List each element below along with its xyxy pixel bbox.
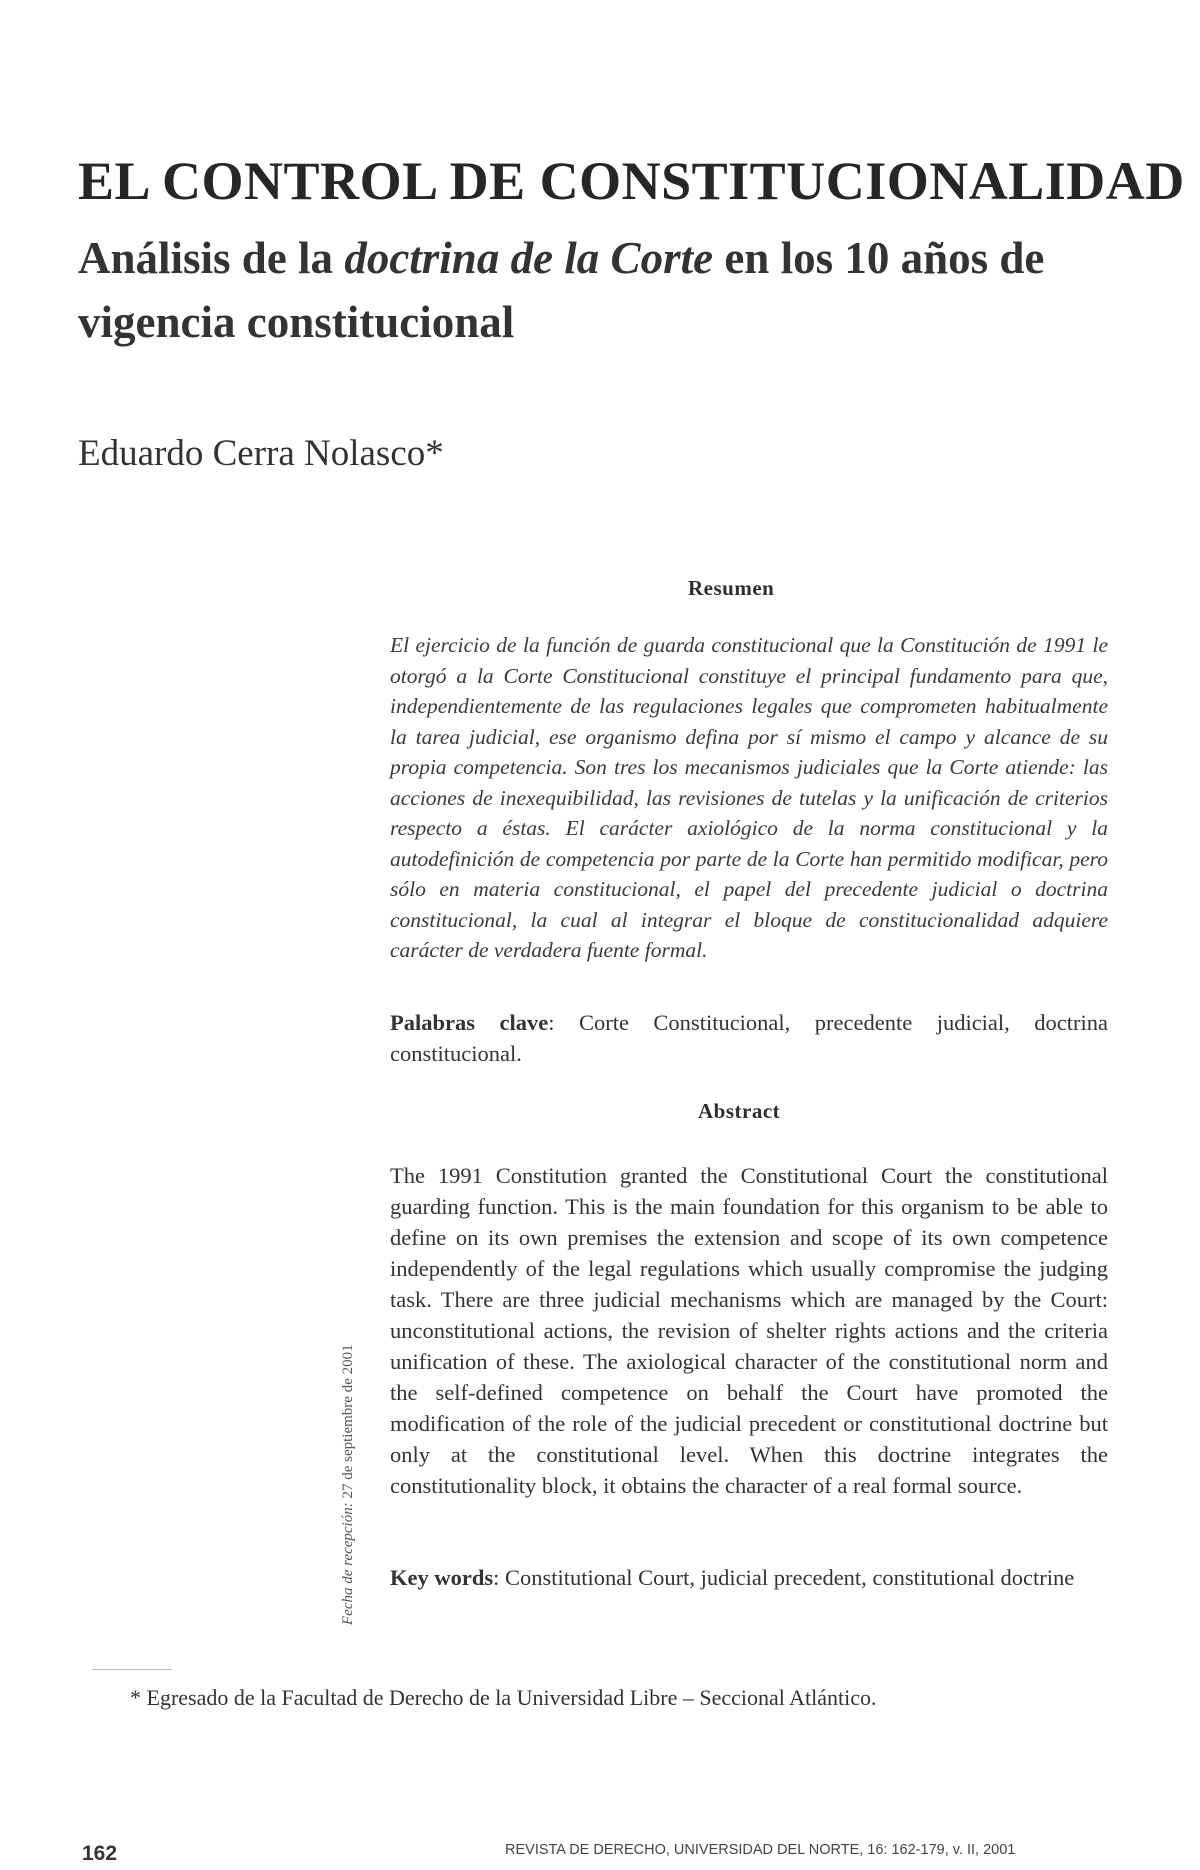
- reception-date-label: Fecha de recepción:: [340, 1502, 356, 1625]
- resumen-heading: Resumen: [688, 576, 775, 600]
- reception-date-value: 27 de septiembre de 2001: [340, 1344, 356, 1503]
- key-words-text: : Constitutional Court, judicial precedent, constitutional doctrine: [493, 1565, 1075, 1590]
- subtitle-suffix: en los 10 años de vigencia constitucional: [78, 233, 1045, 347]
- article-subtitle: [78, 226, 1078, 354]
- subtitle-prefix: Análisis de la: [78, 233, 345, 283]
- article-title: EL CONTROL DE CONSTITUCIONALIDAD: [78, 151, 1185, 211]
- key-words-label: Key words: [390, 1565, 494, 1590]
- resumen-body: El ejercicio de la función de guarda constitucional que la Constitución de 1991 le otorgó a la Corte Constitucional constituye el principal fundamento para que, independientemente de las regulaciones legales que comprometen habitualmente la tarea judicial, ese organismo defina por sí mismo el campo y alcance de su propia competencia. Son tres los mecanismos judiciales que la Corte atiende: las acciones de inexequibilidad, las revisiones de tutelas y la unificación de criterios respecto a éstas. El carácter axiológico de la norma constitucional y la autodefinición de competencia por parte de la Corte han permitido modificar, pero sólo en materia constitucional, el papel del precedente judicial o doctrina constitucional, la cual al integrar el bloque de constitucionalidad adquiere carácter de verdadera fuente formal.: [390, 633, 1108, 962]
- reception-date-note: [340, 1344, 357, 1625]
- abstract-body: The 1991 Constitution granted the Constitutional Court the constitutional guarding function. This is the main foundation for this organism to be able to define on its own premises the extension and scope of its own competence independently of the legal regulations which usually compromise the judging task. There are three judicial mechanisms which are managed by the Court: unconstitutional actions, the revision of shelter rights actions and the criteria unification of these. The axiological character of the constitutional norm and the self-defined competence on behalf the Court have promoted the modification of the role of the judicial precedent or constitutional doctrine but only at the constitutional level. When this doctrine integrates the constitutionality block, it obtains the character of a real formal source.: [390, 1163, 1108, 1498]
- author-name: Eduardo Cerra Nolasco*: [78, 433, 444, 474]
- footnote-divider: [92, 1669, 172, 1670]
- palabras-clave-text: : Corte Constitucional, precedente judicial, doctrina constitucional.: [390, 1010, 1108, 1066]
- author-footnote: * Egresado de la Facultad de Derecho de la Universidad Libre – Seccional Atlántico.: [130, 1685, 877, 1710]
- key-words: [390, 1562, 1108, 1593]
- palabras-clave: [390, 1007, 1108, 1069]
- subtitle-emphasis: doctrina de la Corte: [344, 233, 714, 283]
- palabras-clave-label: Palabras clave: [390, 1010, 549, 1035]
- page-number: 162: [82, 1842, 118, 1865]
- running-footer: REVISTA DE DERECHO, UNIVERSIDAD DEL NORTE, 16: 162-179, v. II, 2001: [505, 1842, 1016, 1858]
- abstract-heading: Abstract: [698, 1099, 781, 1123]
